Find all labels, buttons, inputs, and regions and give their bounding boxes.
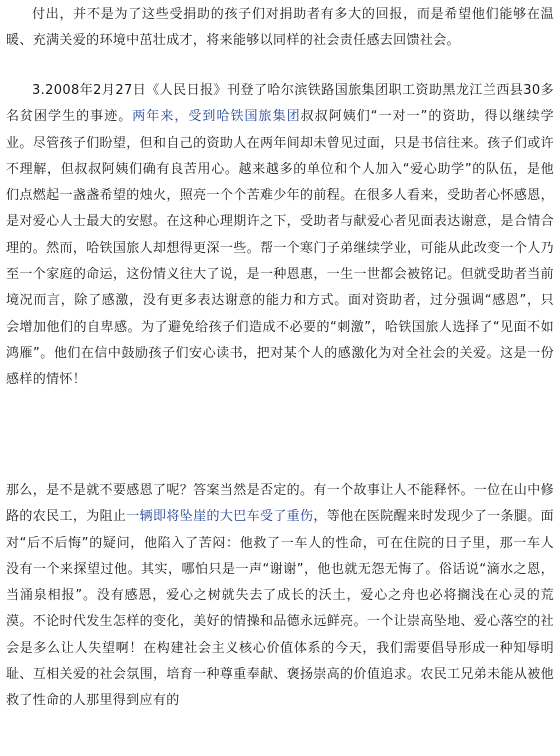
paragraph-3-text-b: ，等他在医院醒来时发现少了一条腿。面对“后不后悔”的疑问，他陷入了苦闷：他救了一车人的性命，可在住院的日子里，那一车人没有一个来探望过他。其实，哪怕只是一声“谢谢”，他也就无怨无悔了。俗话说“滴水之恩，当涌泉相报”。没有感恩，爱心之树就失去了成长的沃土，爱心之舟也必将搁浅在心灵的荒漠。不论时代发生怎样的变化，美好的情操和品德永远鲜亮。一个让崇高坠地、爱心落空的社会是多么让人失望啊！在构建社会主义核心价值体系的今天，我们需要倡导形成一种知辱明耻、互相关爱的社会氛围，培育一种尊重奉献、褒扬崇高的价值追求。农民工兄弟未能从被他救了性命的人那里得到应有的	[6, 509, 554, 709]
paragraph-3-highlight: 一辆即将坠崖的大巴车受了重伤	[126, 509, 314, 525]
paragraph-3-text-a: 那么，是不是就不要感恩了呢？答案当然是否定的。有一个故事让人不能释怀。一位在山中修路的农民工，为阻止	[6, 483, 554, 525]
paragraph-2-text-b: 叔叔阿姨们“一对一”的资助，得以继续学业。尽管孩子们盼望，但和自己的资助人在两年间却未曾见过面，只是书信往来。孩子们或许不理解，但叔叔阿姨们确有良苦用心。越来越多的单位和个人加入“爱心助学”的队伍，是他们点燃起一盏盏希望的烛火，照亮一个个苦难少年的前程。在很多人看来，受助者心怀感恩，是对爱心人士最大的安慰。在这种心理期许之下，受助者与献爱心者见面表达谢意，是合情合理的。然而，哈铁国旅人却想得更深一些。帮一个寒门子弟继续学业，可能从此改变一个人乃至一个家庭的命运，这份情义往大了说，是一种恩惠，一生一世都会被铭记。但就受助者当前境况而言，除了感激，没有更多表达谢意的能力和方式。面对资助者，过分强调“感恩”，只会增加他们的自卑感。为了避免给孩子们造成不必要的“刺激”，哈铁国旅人选择了“见面不如鸿雁”。他们在信中鼓励孩子们安心读书，把对某个人的感激化为对全社会的关爱。这是一份感样的情怀！	[6, 109, 554, 388]
paragraph-2	[6, 78, 554, 394]
paragraph-2-highlight: 两年来，受到哈铁国旅集团	[132, 109, 301, 125]
paragraph-3	[6, 478, 554, 715]
paragraph-1-text: 付出，并不是为了这些受捐助的孩子们对捐助者有多大的回报，而是希望他们能够在温暖、充满关爱的环境中茁壮成才，将来能够以同样的社会责任感去回馈社会。	[6, 7, 554, 49]
paragraph-2-text-a: 3.2008年2月27日《人民日报》刊登了哈尔滨铁路国旅集团职工资助黑龙江兰西县30多名贫困学生的事迹。	[6, 83, 554, 125]
paragraph-1	[6, 2, 554, 55]
